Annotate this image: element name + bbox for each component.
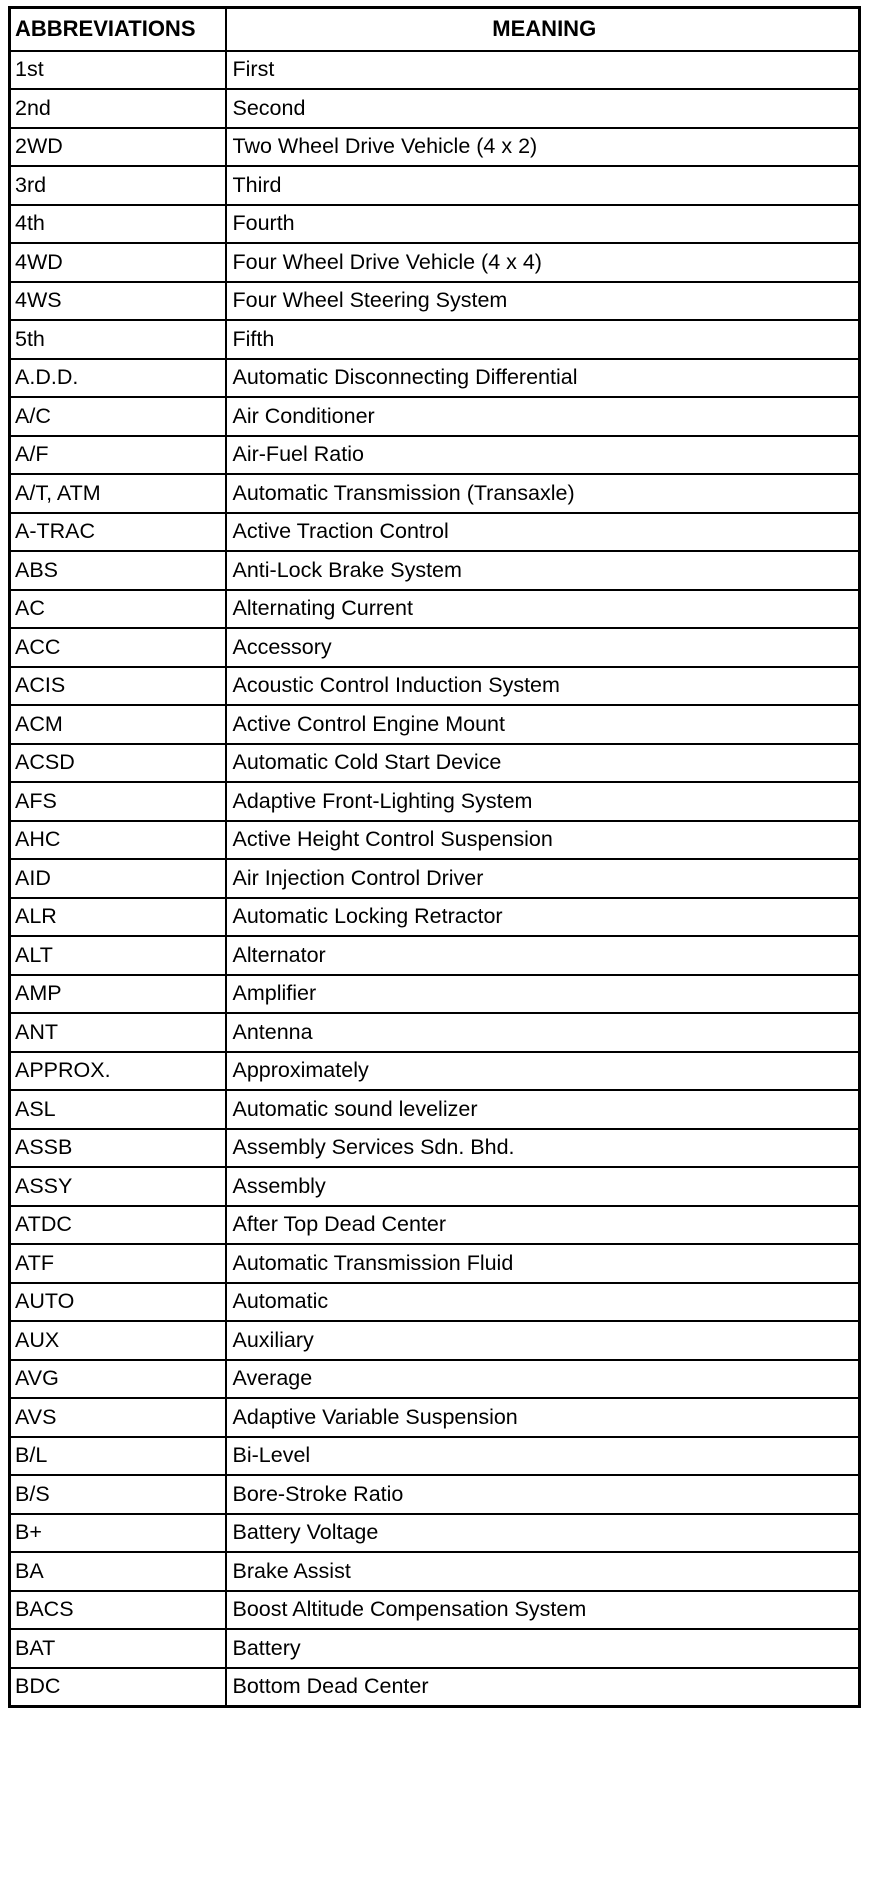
table-row xyxy=(10,282,860,321)
abbreviation-cell: AMP xyxy=(10,975,226,1014)
meaning-cell: Assembly xyxy=(226,1167,860,1206)
meaning-cell: Active Control Engine Mount xyxy=(226,705,860,744)
meaning-cell: Boost Altitude Compensation System xyxy=(226,1591,860,1630)
abbreviation-cell: AUX xyxy=(10,1321,226,1360)
table-row xyxy=(10,551,860,590)
meaning-cell: Automatic Locking Retractor xyxy=(226,898,860,937)
table-row xyxy=(10,89,860,128)
table-row xyxy=(10,590,860,629)
meaning-cell: Bottom Dead Center xyxy=(226,1668,860,1707)
meaning-cell: First xyxy=(226,51,860,90)
table-row xyxy=(10,1514,860,1553)
meaning-cell: Four Wheel Drive Vehicle (4 x 4) xyxy=(226,243,860,282)
table-row xyxy=(10,205,860,244)
table-row xyxy=(10,821,860,860)
table-row xyxy=(10,1321,860,1360)
table-row xyxy=(10,128,860,167)
meaning-cell: Anti-Lock Brake System xyxy=(226,551,860,590)
table-row xyxy=(10,628,860,667)
meaning-cell: Fifth xyxy=(226,320,860,359)
abbreviation-cell: ALR xyxy=(10,898,226,937)
meaning-cell: Battery Voltage xyxy=(226,1514,860,1553)
abbreviation-cell: 2nd xyxy=(10,89,226,128)
abbreviation-cell: A/T, ATM xyxy=(10,474,226,513)
table-row xyxy=(10,320,860,359)
meaning-cell: Acoustic Control Induction System xyxy=(226,667,860,706)
meaning-cell: Air-Fuel Ratio xyxy=(226,436,860,475)
abbreviation-cell: ASL xyxy=(10,1090,226,1129)
meaning-cell: After Top Dead Center xyxy=(226,1206,860,1245)
abbreviation-cell: ANT xyxy=(10,1013,226,1052)
table-row xyxy=(10,1013,860,1052)
table-row xyxy=(10,1167,860,1206)
table-row xyxy=(10,975,860,1014)
meaning-cell: Automatic Cold Start Device xyxy=(226,744,860,783)
abbreviation-cell: APPROX. xyxy=(10,1052,226,1091)
table-row xyxy=(10,667,860,706)
table-row xyxy=(10,1244,860,1283)
abbreviation-cell: ATDC xyxy=(10,1206,226,1245)
meaning-cell: Adaptive Front-Lighting System xyxy=(226,782,860,821)
abbreviation-cell: ABS xyxy=(10,551,226,590)
meaning-cell: Four Wheel Steering System xyxy=(226,282,860,321)
abbreviations-sheet xyxy=(8,6,858,1708)
table-row xyxy=(10,744,860,783)
meaning-cell: Automatic xyxy=(226,1283,860,1322)
table-row xyxy=(10,705,860,744)
abbreviation-cell: ALT xyxy=(10,936,226,975)
abbreviation-cell: 4WS xyxy=(10,282,226,321)
meaning-cell: Alternating Current xyxy=(226,590,860,629)
table-row xyxy=(10,782,860,821)
table-row xyxy=(10,1437,860,1476)
table-row xyxy=(10,359,860,398)
table-row xyxy=(10,243,860,282)
table-row xyxy=(10,898,860,937)
abbreviations-table xyxy=(8,6,861,1708)
meaning-cell: Air Conditioner xyxy=(226,397,860,436)
abbreviation-cell: A.D.D. xyxy=(10,359,226,398)
table-body xyxy=(10,51,860,1707)
meaning-cell: Bi-Level xyxy=(226,1437,860,1476)
abbreviation-cell: BAT xyxy=(10,1629,226,1668)
abbreviation-cell: 1st xyxy=(10,51,226,90)
meaning-cell: Air Injection Control Driver xyxy=(226,859,860,898)
abbreviation-cell: B/S xyxy=(10,1475,226,1514)
table-row xyxy=(10,859,860,898)
abbreviation-cell: ACC xyxy=(10,628,226,667)
abbreviation-cell: A/F xyxy=(10,436,226,475)
abbreviation-cell: 4th xyxy=(10,205,226,244)
abbreviation-cell: AVS xyxy=(10,1398,226,1437)
table-row xyxy=(10,1668,860,1707)
meaning-cell: Two Wheel Drive Vehicle (4 x 2) xyxy=(226,128,860,167)
header-meaning: MEANING xyxy=(226,8,860,51)
meaning-cell: Second xyxy=(226,89,860,128)
abbreviation-cell: A-TRAC xyxy=(10,513,226,552)
abbreviation-cell: AFS xyxy=(10,782,226,821)
table-row xyxy=(10,166,860,205)
meaning-cell: Adaptive Variable Suspension xyxy=(226,1398,860,1437)
table-row xyxy=(10,51,860,90)
abbreviation-cell: AVG xyxy=(10,1360,226,1399)
table-row xyxy=(10,1090,860,1129)
table-row xyxy=(10,436,860,475)
meaning-cell: Fourth xyxy=(226,205,860,244)
meaning-cell: Assembly Services Sdn. Bhd. xyxy=(226,1129,860,1168)
table-row xyxy=(10,513,860,552)
meaning-cell: Bore-Stroke Ratio xyxy=(226,1475,860,1514)
meaning-cell: Brake Assist xyxy=(226,1552,860,1591)
meaning-cell: Accessory xyxy=(226,628,860,667)
meaning-cell: Approximately xyxy=(226,1052,860,1091)
meaning-cell: Automatic Transmission (Transaxle) xyxy=(226,474,860,513)
table-row xyxy=(10,397,860,436)
abbreviation-cell: A/C xyxy=(10,397,226,436)
abbreviation-cell: ACIS xyxy=(10,667,226,706)
table-row xyxy=(10,1552,860,1591)
meaning-cell: Battery xyxy=(226,1629,860,1668)
table-row xyxy=(10,1129,860,1168)
abbreviation-cell: BACS xyxy=(10,1591,226,1630)
abbreviation-cell: AHC xyxy=(10,821,226,860)
abbreviation-cell: 4WD xyxy=(10,243,226,282)
table-row xyxy=(10,1206,860,1245)
abbreviation-cell: ATF xyxy=(10,1244,226,1283)
meaning-cell: Third xyxy=(226,166,860,205)
abbreviation-cell: ASSB xyxy=(10,1129,226,1168)
table-row xyxy=(10,1591,860,1630)
meaning-cell: Automatic Disconnecting Differential xyxy=(226,359,860,398)
meaning-cell: Alternator xyxy=(226,936,860,975)
meaning-cell: Active Traction Control xyxy=(226,513,860,552)
meaning-cell: Automatic sound levelizer xyxy=(226,1090,860,1129)
meaning-cell: Amplifier xyxy=(226,975,860,1014)
abbreviation-cell: ACSD xyxy=(10,744,226,783)
meaning-cell: Auxiliary xyxy=(226,1321,860,1360)
table-row xyxy=(10,1283,860,1322)
table-row xyxy=(10,1629,860,1668)
meaning-cell: Antenna xyxy=(226,1013,860,1052)
abbreviation-cell: BDC xyxy=(10,1668,226,1707)
meaning-cell: Average xyxy=(226,1360,860,1399)
table-row xyxy=(10,1360,860,1399)
abbreviation-cell: 5th xyxy=(10,320,226,359)
header-abbreviations: ABBREVIATIONS xyxy=(10,8,226,51)
table-row xyxy=(10,1052,860,1091)
meaning-cell: Automatic Transmission Fluid xyxy=(226,1244,860,1283)
abbreviation-cell: AC xyxy=(10,590,226,629)
abbreviation-cell: BA xyxy=(10,1552,226,1591)
abbreviation-cell: ASSY xyxy=(10,1167,226,1206)
abbreviation-cell: AID xyxy=(10,859,226,898)
table-row xyxy=(10,1398,860,1437)
table-header-row xyxy=(10,8,860,51)
table-row xyxy=(10,1475,860,1514)
table-row xyxy=(10,474,860,513)
meaning-cell: Active Height Control Suspension xyxy=(226,821,860,860)
abbreviation-cell: 2WD xyxy=(10,128,226,167)
abbreviation-cell: ACM xyxy=(10,705,226,744)
abbreviation-cell: B+ xyxy=(10,1514,226,1553)
abbreviation-cell: AUTO xyxy=(10,1283,226,1322)
abbreviation-cell: 3rd xyxy=(10,166,226,205)
abbreviation-cell: B/L xyxy=(10,1437,226,1476)
table-row xyxy=(10,936,860,975)
